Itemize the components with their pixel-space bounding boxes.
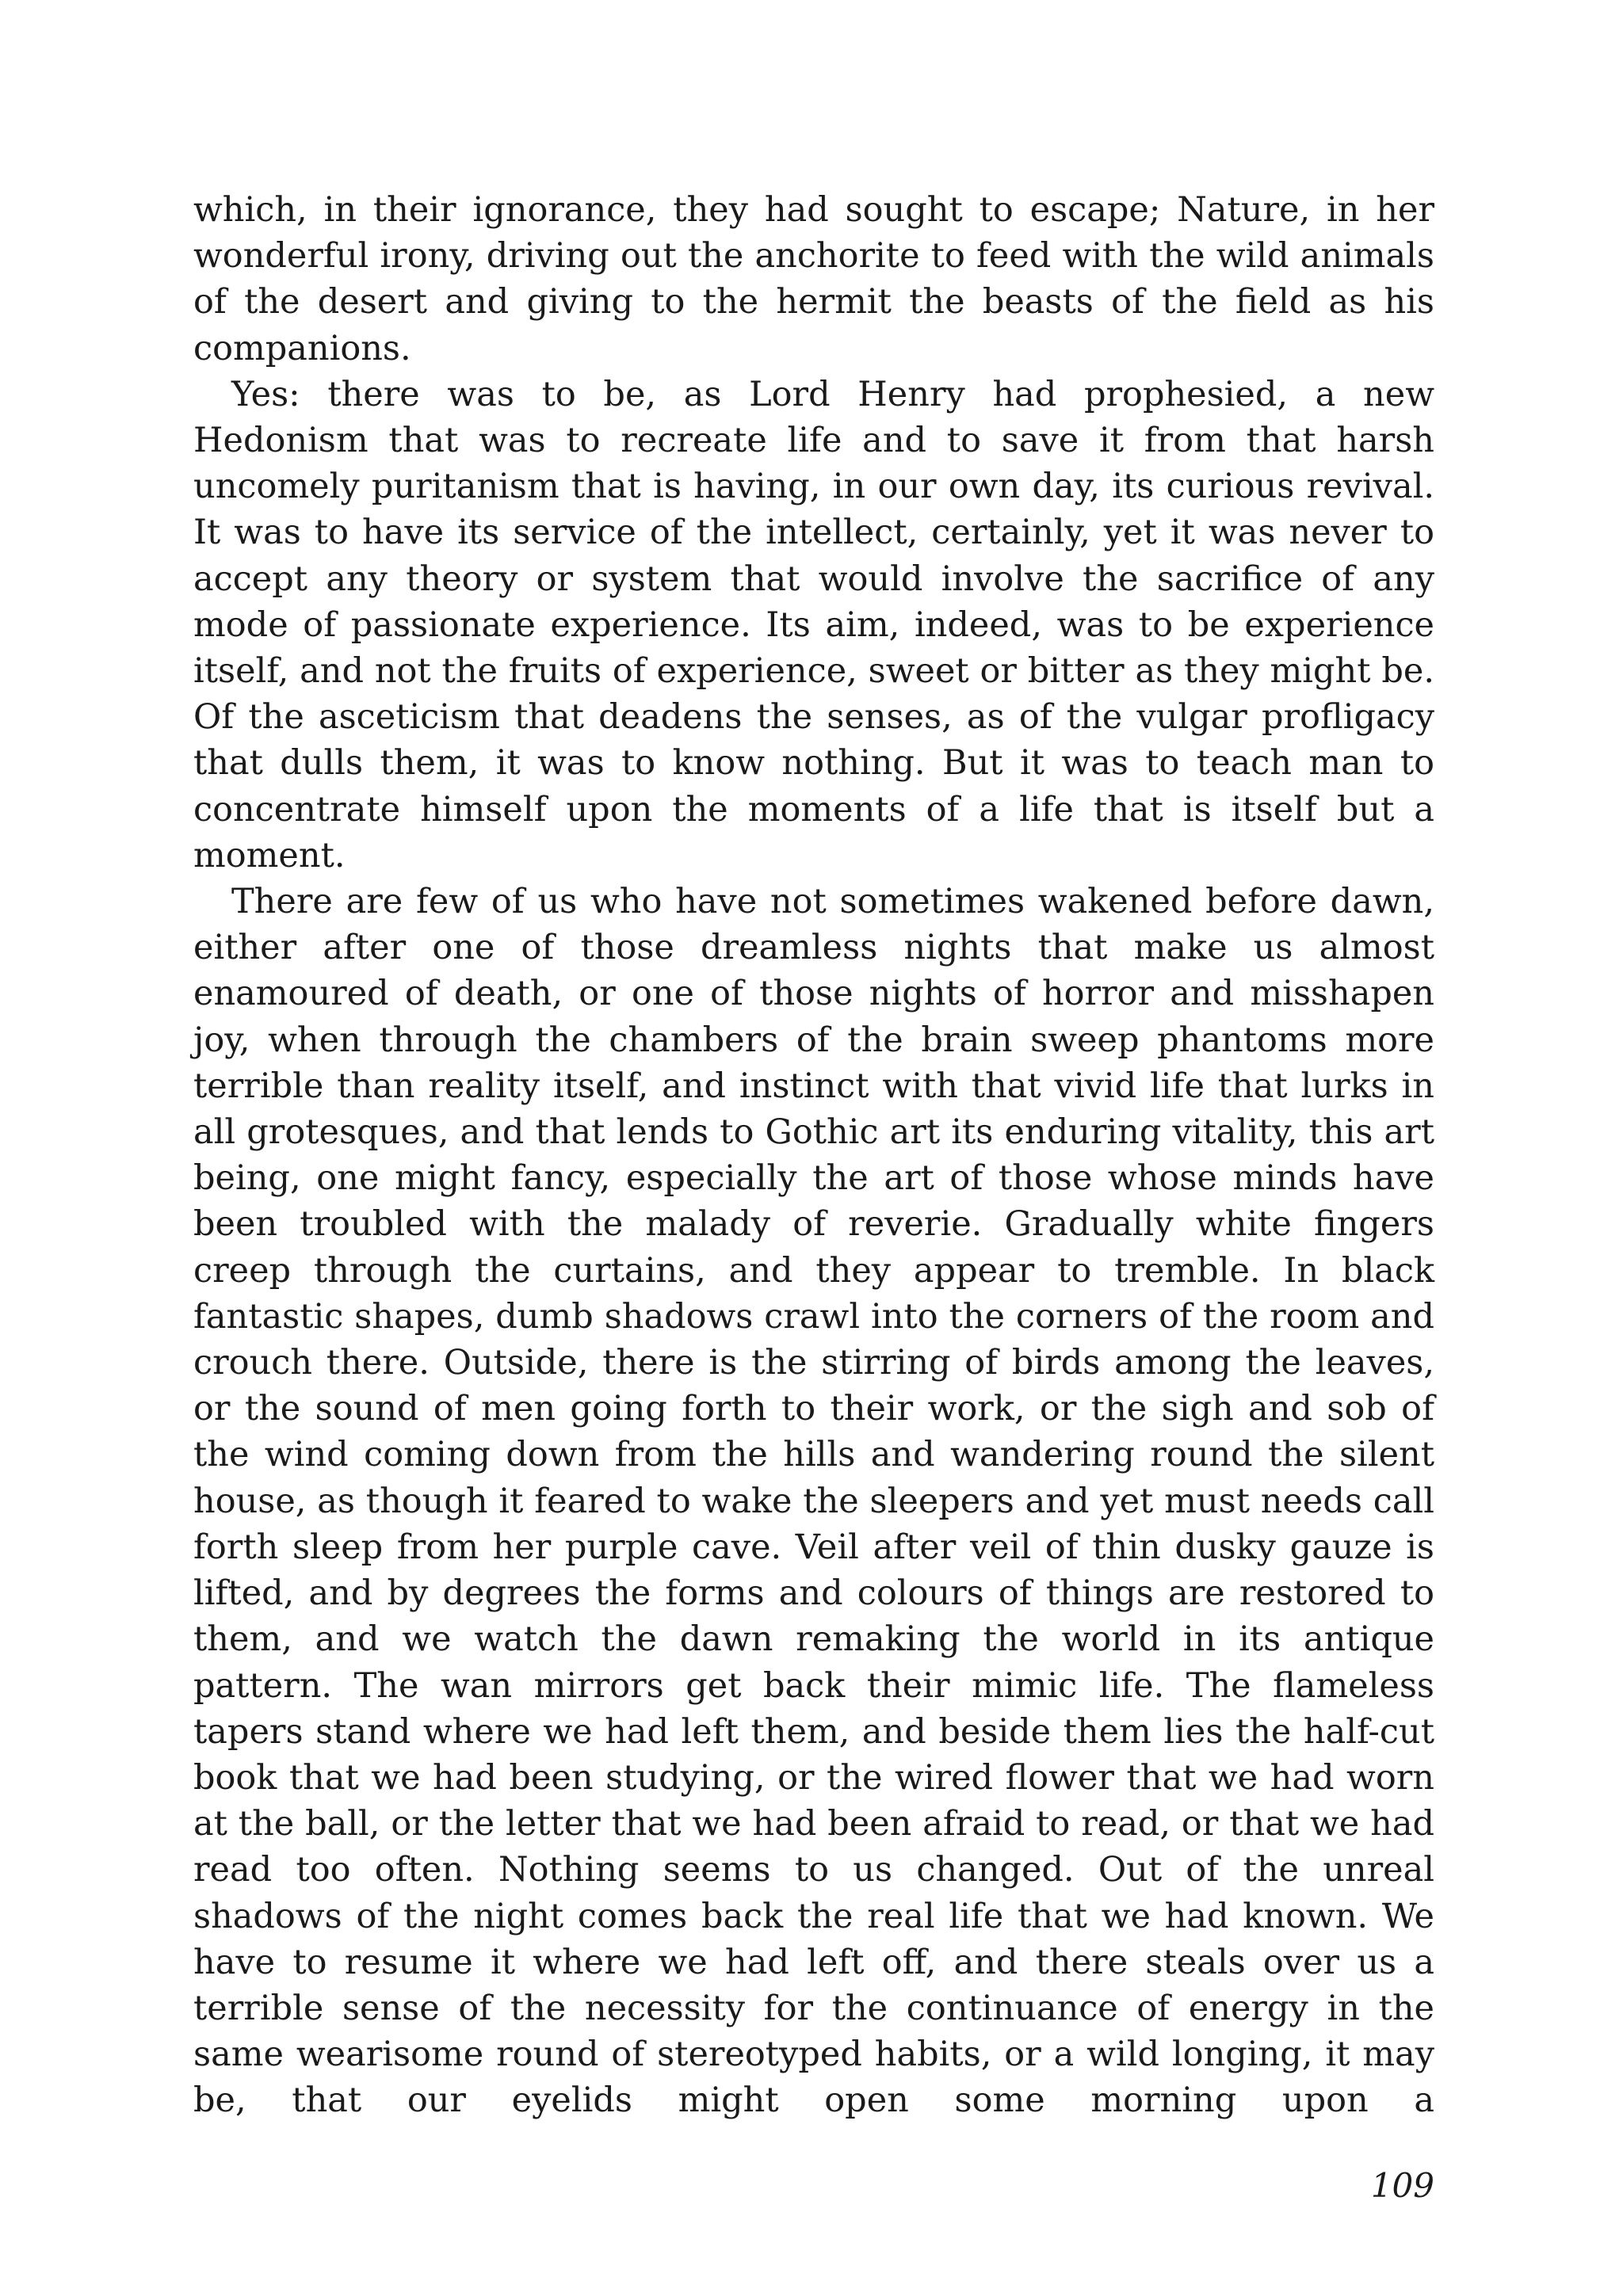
page-number: 109: [1370, 2166, 1434, 2205]
paragraph-1: which, in their ignorance, they had sought to escape; Nature, in her wonderful irony, driving out the anchorite to feed with the wild animals of the desert and giving to the hermit the beasts of the field as his companions.: [193, 190, 1434, 368]
paragraph-3: There are few of us who have not sometimes wakened before dawn, either after one of those dreamless nights that make us almost enamoured of death, or one of those nights of horror and misshapen joy, when through the chambers of the brain sweep phantoms more terrible than reality itself, and instinct with that vivid life that lurks in all grotesques, and that lends to Gothic art its enduring vitality, this art being, one might fancy, especially the art of those whose minds have been troubled with the malady of reverie. Gradually white fingers creep through the curtains, and they appear to tremble. In black fantastic shapes, dumb shadows crawl into the corners of the room and crouch there. Outside, there is the stirring of birds among the leaves, or the sound of men going forth to their work, or the sigh and sob of the wind coming down from the hills and wandering round the silent house, as though it feared to wake the sleepers and yet must needs call forth sleep from her purple cave. Veil after veil of thin dusky gauze is lifted, and by degrees the forms and colours of things are restored to them, and we watch the dawn remaking the world in its antique pattern. The wan mirrors get back their mimic life. The flameless tapers stand where we had left them, and beside them lies the half-cut book that we had been studying, or the wired flower that we had worn at the ball, or the letter that we had been afraid to read, or that we had read too often. Nothing seems to us changed. Out of the unreal shadows of the night comes back the real life that we had known. We have to resume it where we had left off, and there steals over us a terrible sense of the necessity for the continuance of energy in the same wearisome round of stereotyped habits, or a wild longing, it may be, that our eyelids might open some morning upon a: [193, 882, 1434, 2121]
paragraph-2: Yes: there was to be, as Lord Henry had prophesied, a new Hedonism that was to recreate life and to save it from that harsh uncomely puritanism that is having, in our own day, its curious revival. It was to have its service of the intellect, certainly, yet it was never to accept any theory or system that would involve the sacrifice of any mode of passionate experience. Its aim, indeed, was to be experience itself, and not the fruits of experience, sweet or bitter as they might be. Of the asceticism that deadens the senses, as of the vulgar profligacy that dulls them, it was to know nothing. But it was to teach man to concentrate himself upon the moments of a life that is itself but a moment.: [193, 374, 1434, 875]
body-text: [193, 187, 1434, 2124]
